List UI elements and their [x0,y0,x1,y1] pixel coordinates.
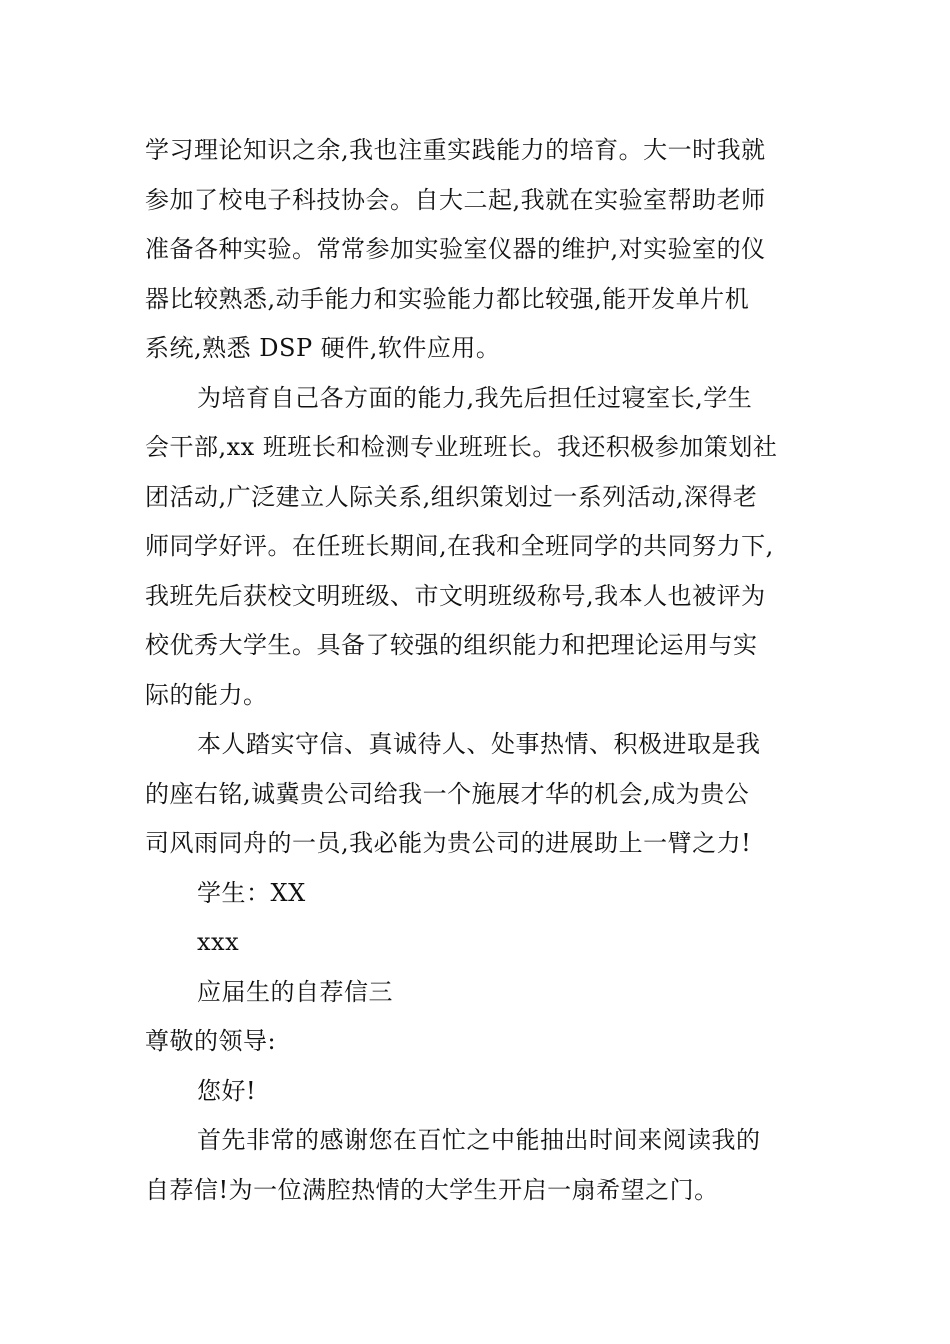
text-line: 司风雨同舟的一员,我必能为贵公司的进展助上一臂之力! [145,829,752,857]
signature-line: 学生：XX [197,878,306,907]
text-line: 会干部,xx 班班长和检测专业班班长。我还积极参加策划社 [145,433,778,461]
text-line: 自荐信!为一位满腔热情的大学生开启一扇希望之门。 [145,1175,719,1204]
letter-body [145,126,810,1215]
text-line: 团活动,广泛建立人际关系,组织策划过一系列活动,深得老 [145,482,758,511]
text-line: 的座右铭,诚冀贵公司给我一个施展才华的机会,成为贵公 [145,779,750,808]
paragraph-start-line: 首先非常的感谢您在百忙之中能抽出时间来阅读我的 [197,1126,761,1154]
text-line: 际的能力。 [145,680,268,709]
text-line: 师同学好评。在任班长期间,在我和全班同学的共同努力下, [145,532,774,560]
salutation: 尊敬的领导: [145,1027,277,1055]
date-line: xxx [197,928,240,956]
text-line: 学习理论知识之余,我也注重实践能力的培育。大一时我就 [145,136,766,164]
text-line: 我班先后获校文明班级、市文明班级称号,我本人也被评为 [145,581,766,610]
text-line: 校优秀大学生。具备了较强的组织能力和把理论运用与实 [145,631,758,659]
paragraph-start-line: 为培育自己各方面的能力,我先后担任过寝室长,学生 [197,383,753,412]
text-line: 系统,熟悉 DSP 硬件,软件应用。 [145,334,501,362]
text-line: 器比较熟悉,动手能力和实验能力都比较强,能开发单片机 [145,284,750,313]
section-title: 应届生的自荐信三 [197,977,393,1006]
paragraph-start-line: 本人踏实守信、真诚待人、处事热情、积极进取是我 [197,730,761,758]
text-line: 准备各种实验。常常参加实验室仪器的维护,对实验室的仪 [145,235,766,263]
text-line: 参加了校电子科技协会。自大二起,我就在实验室帮助老师 [145,185,766,214]
greeting: 您好! [197,1076,257,1105]
